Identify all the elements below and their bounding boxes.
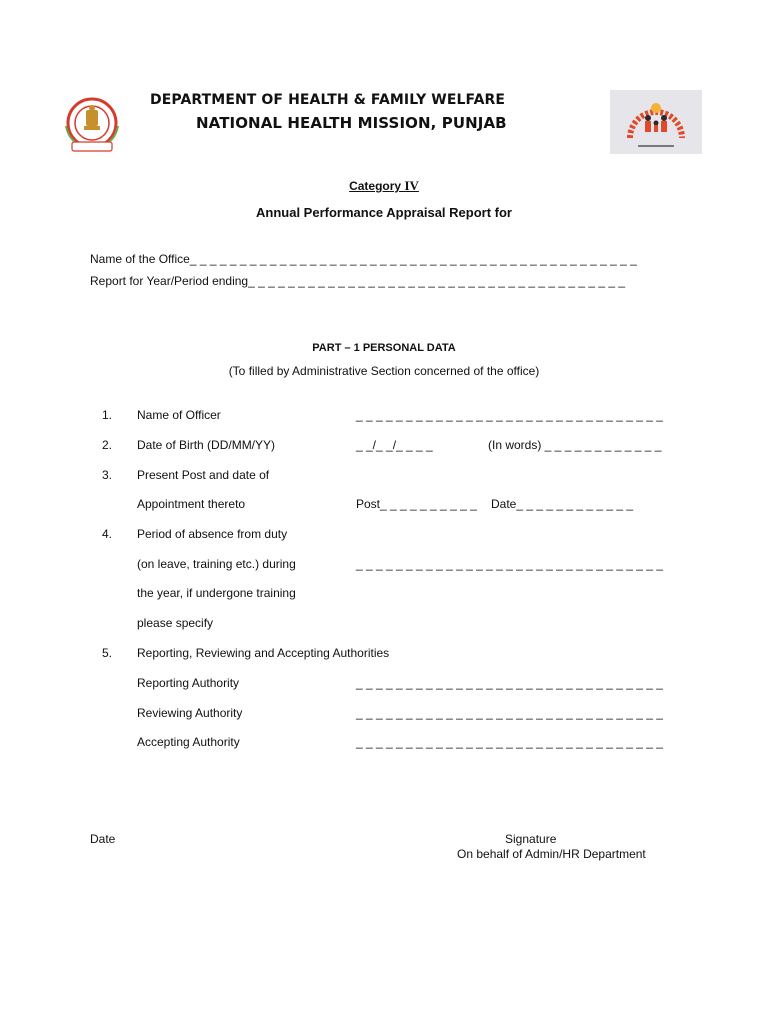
appointment-label: Appointment thereto (137, 497, 246, 511)
item-number-2: 2. (102, 438, 113, 452)
post-blank: Post_ _ _ _ _ _ _ _ _ _ (356, 497, 477, 511)
present-post-label: Present Post and date of (137, 468, 270, 482)
absence-label-line1: Period of absence from duty (137, 527, 288, 541)
item-number-3: 3. (102, 468, 113, 482)
item-number-5: 5. (102, 646, 113, 660)
nrhm-logo (610, 90, 702, 154)
accepting-authority-blank: _ _ _ _ _ _ _ _ _ _ _ _ _ _ _ _ _ _ _ _ _ _ _ _ _ _ _ _ _ _ _ (356, 735, 663, 749)
category-numeral: IV (404, 178, 419, 193)
dob-in-words: (In words) _ _ _ _ _ _ _ _ _ _ _ _ (488, 438, 662, 452)
officer-name-blank: _ _ _ _ _ _ _ _ _ _ _ _ _ _ _ _ _ _ _ _ _ _ _ _ _ _ _ _ _ _ _ (356, 408, 663, 422)
reviewing-authority-label: Reviewing Authority (137, 706, 243, 720)
part-subtitle: (To filled by Administrative Section concerned of the office) (228, 364, 540, 378)
behalf-label: On behalf of Admin/HR Department (457, 847, 646, 861)
period-ending-line: Report for Year/Period ending_ _ _ _ _ _ _ _ _ _ _ _ _ _ _ _ _ _ _ _ _ _ _ _ _ _ _ _ _ _ _ _ _ _ _ _ _ _ (90, 274, 626, 288)
mission-title: NATIONAL HEALTH MISSION, PUNJAB (196, 114, 507, 132)
appointment-date-blank: Date_ _ _ _ _ _ _ _ _ _ _ _ (491, 497, 634, 511)
signature-label: Signature (505, 832, 557, 846)
absence-label-line3: the year, if undergone training (137, 586, 296, 600)
footer-date-label: Date (90, 832, 116, 846)
reviewing-authority-blank: _ _ _ _ _ _ _ _ _ _ _ _ _ _ _ _ _ _ _ _ _ _ _ _ _ _ _ _ _ _ _ (356, 706, 663, 720)
punjab-government-seal (57, 96, 127, 154)
authorities-label: Reporting, Reviewing and Accepting Authorities (137, 646, 390, 660)
reporting-authority-label: Reporting Authority (137, 676, 240, 690)
department-title: DEPARTMENT OF HEALTH & FAMILY WELFARE (150, 92, 506, 108)
item-number-4: 4. (102, 527, 113, 541)
office-name-line: Name of the Office_ _ _ _ _ _ _ _ _ _ _ _ _ _ _ _ _ _ _ _ _ _ _ _ _ _ _ _ _ _ _ _ _ _ _ _ _ _ _ _ _ _ _ _ _ (90, 252, 637, 266)
item-number-1: 1. (102, 408, 113, 422)
accepting-authority-label: Accepting Authority (137, 735, 240, 749)
absence-label-line4: please specify (137, 616, 214, 630)
dob-label: Date of Birth (DD/MM/YY) (137, 438, 276, 452)
reporting-authority-blank: _ _ _ _ _ _ _ _ _ _ _ _ _ _ _ _ _ _ _ _ _ _ _ _ _ _ _ _ _ _ _ (356, 676, 663, 690)
officer-name-label: Name of Officer (137, 408, 221, 422)
dob-blank: _ _/_ _/_ _ _ _ (356, 438, 433, 452)
absence-blank: _ _ _ _ _ _ _ _ _ _ _ _ _ _ _ _ _ _ _ _ _ _ _ _ _ _ _ _ _ _ _ (356, 557, 663, 571)
absence-label-line2: (on leave, training etc.) during (137, 557, 296, 571)
category-label: Category (349, 179, 405, 193)
part-title: PART – 1 PERSONAL DATA (312, 342, 456, 354)
report-title: Annual Performance Appraisal Report for (256, 205, 512, 220)
category-heading (0, 178, 768, 194)
